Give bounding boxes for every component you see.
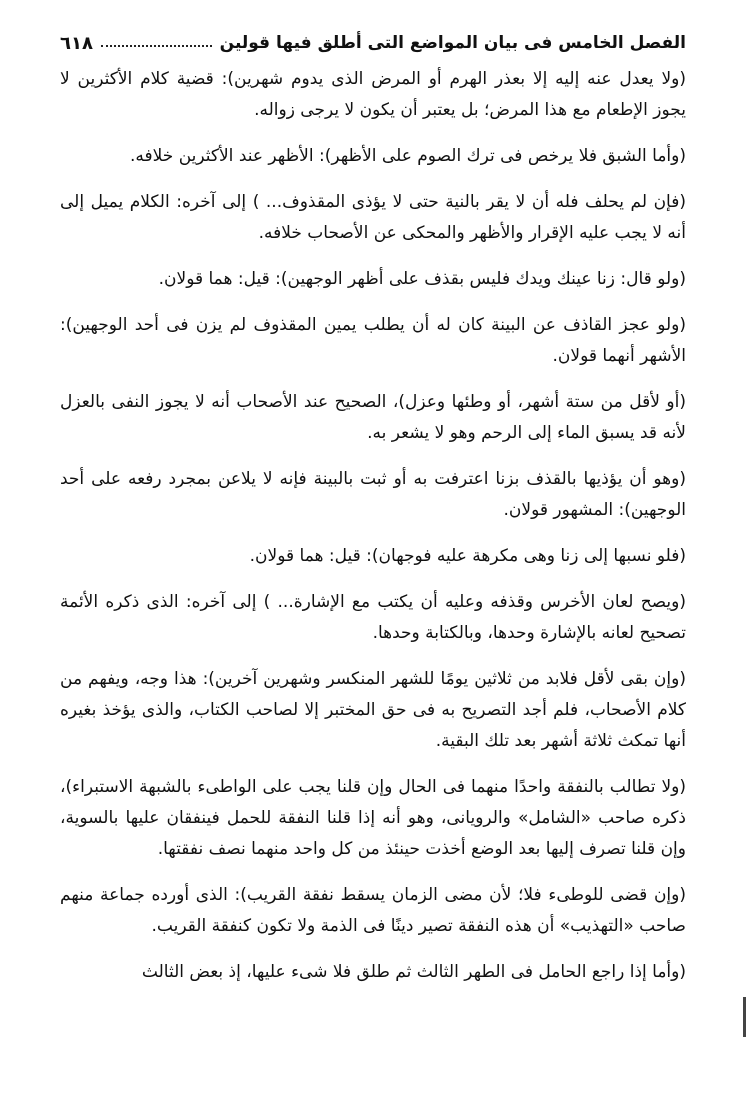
paragraph: (ولو عجز القاذف عن البينة كان له أن يطلب يمين المقذوف لم يزن فى أحد الوجهين): الأشهر أنهما قولان. [60,315,686,366]
paragraph: (ولا تطالب بالنفقة واحدًا منهما فى الحال وإن قلنا يجب على الواطىء بالشبهة الاستبراء)، ذكره صاحب «الشامل» والرويانى، وهو أنه إذا قلنا النفقة للحمل فينفقان عليها بالسوية، وإن قلنا تصرف إليها بعد الوضع أخذت حينئذ من كل واحد منهما نصف نفقتها. [60,777,686,859]
header-dotted-leader [101,45,212,47]
page-number: ٦١٨ [60,32,93,54]
running-title: الفصل الخامس فى بيان المواضع التى أطلق فيها قولين [219,33,686,53]
paragraph: (ولو قال: زنا عينك ويدك فليس بقذف على أظهر الوجهين): قيل: هما قولان. [158,269,686,289]
paragraph: (ويصح لعان الأخرس وقذفه وعليه أن يكتب مع الإشارة... ) إلى آخره: الذى ذكره الأئمة تصحيح لعانه بالإشارة وحدها، وبالكتابة وحدها. [60,592,686,643]
paragraph: (وأما الشبق فلا يرخص فى ترك الصوم على الأظهر): الأظهر عند الأكثرين خلافه. [130,146,686,166]
paragraph: (وأما إذا راجع الحامل فى الطهر الثالث ثم طلق فلا شىء عليها، إذ بعض الثالث [141,962,686,982]
page-header [60,26,686,60]
paragraph: (أو لأقل من ستة أشهر، أو وطئها وعزل)، الصحيح عند الأصحاب أنه لا يجوز النفى بالعزل لأنه قد يسبق الماء إلى الرحم وهو لا يشعر به. [60,392,686,443]
paragraph: (وهو أن يؤذيها بالقذف بزنا اعترفت به أو ثبت بالبينة فإنه لا يلاعن بمجرد رفعه على أحد الوجهين): المشهور قولان. [60,469,686,520]
paragraph: (وإن بقى لأقل فلابد من ثلاثين يومًا للشهر المنكسر وشهرين آخرين): هذا وجه، ويفهم من كلام الأصحاب، فلم أجد التصريح به فى حق المختبر إلا لصاحب الكتاب، والذى يؤخذ بغيره أنها تمكث ثلاثة أشهر بعد تلك البقية. [60,669,686,751]
paragraph: (فلو نسبها إلى زنا وهى مكرهة عليه فوجهان): قيل: هما قولان. [249,546,686,566]
paragraph: (فإن لم يحلف فله أن لا يقر بالنية حتى لا يؤذى المقذوف... ) إلى آخره: الكلام يميل إلى أنه لا يجب عليه الإقرار والأظهر والمحكى عن الأصحاب خلافه. [60,192,686,243]
paragraph: (ولا يعدل عنه إليه إلا بعذر الهرم أو المرض الذى يدوم شهرين): قضية كلام الأكثرين لا يجوز الإطعام مع هذا المرض؛ بل يعتبر أن يكون لا يرجى زواله. [60,69,686,120]
page-body [60,64,686,1003]
paragraph: (وإن قضى للوطىء فلا؛ لأن مضى الزمان يسقط نفقة القريب): الذى أورده جماعة منهم صاحب «التهذيب» أن هذه النفقة تصير دينًا فى الذمة ولا تكون كنفقة القريب. [60,885,686,936]
